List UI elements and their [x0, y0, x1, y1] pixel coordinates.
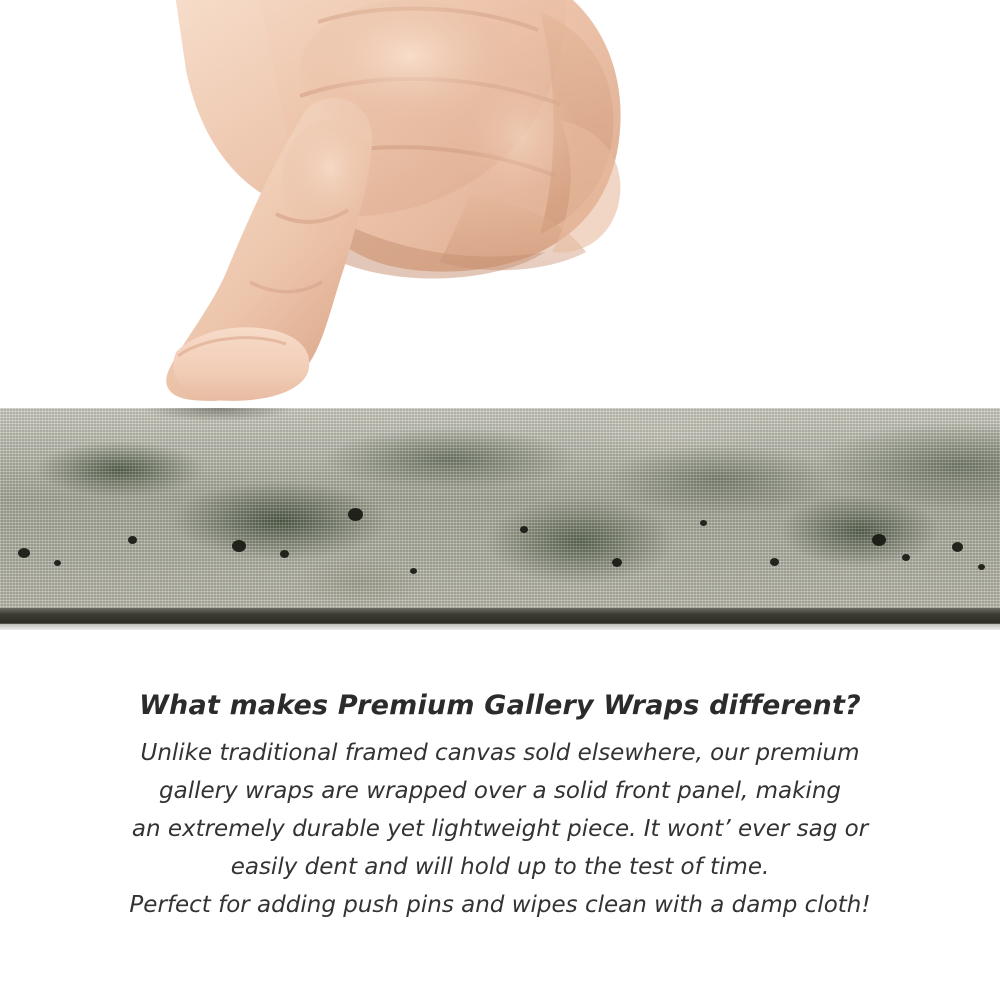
canvas-printed-face [0, 408, 1000, 613]
caption-line-1: Unlike traditional framed canvas sold elsewhere, our premium [140, 740, 860, 766]
hand-photo-area [0, 0, 1000, 410]
canvas-edge-strip [0, 408, 1000, 630]
caption-line-3: an extremely durable yet lightweight piece. It wont’ ever sag or [131, 816, 869, 842]
caption-heading: What makes Premium Gallery Wraps different? [139, 690, 861, 721]
canvas-drop-shadow [0, 623, 1000, 630]
caption-line-4: easily dent and will hold up to the test of time. [230, 854, 770, 880]
caption-line-5: Perfect for adding push pins and wipes clean with a damp cloth! [129, 892, 871, 918]
caption-line-2: gallery wraps are wrapped over a solid front panel, making [159, 778, 841, 804]
canvas-wrap-lip [0, 608, 1000, 624]
hand-illustration [0, 0, 1000, 410]
caption-block [0, 690, 1000, 924]
